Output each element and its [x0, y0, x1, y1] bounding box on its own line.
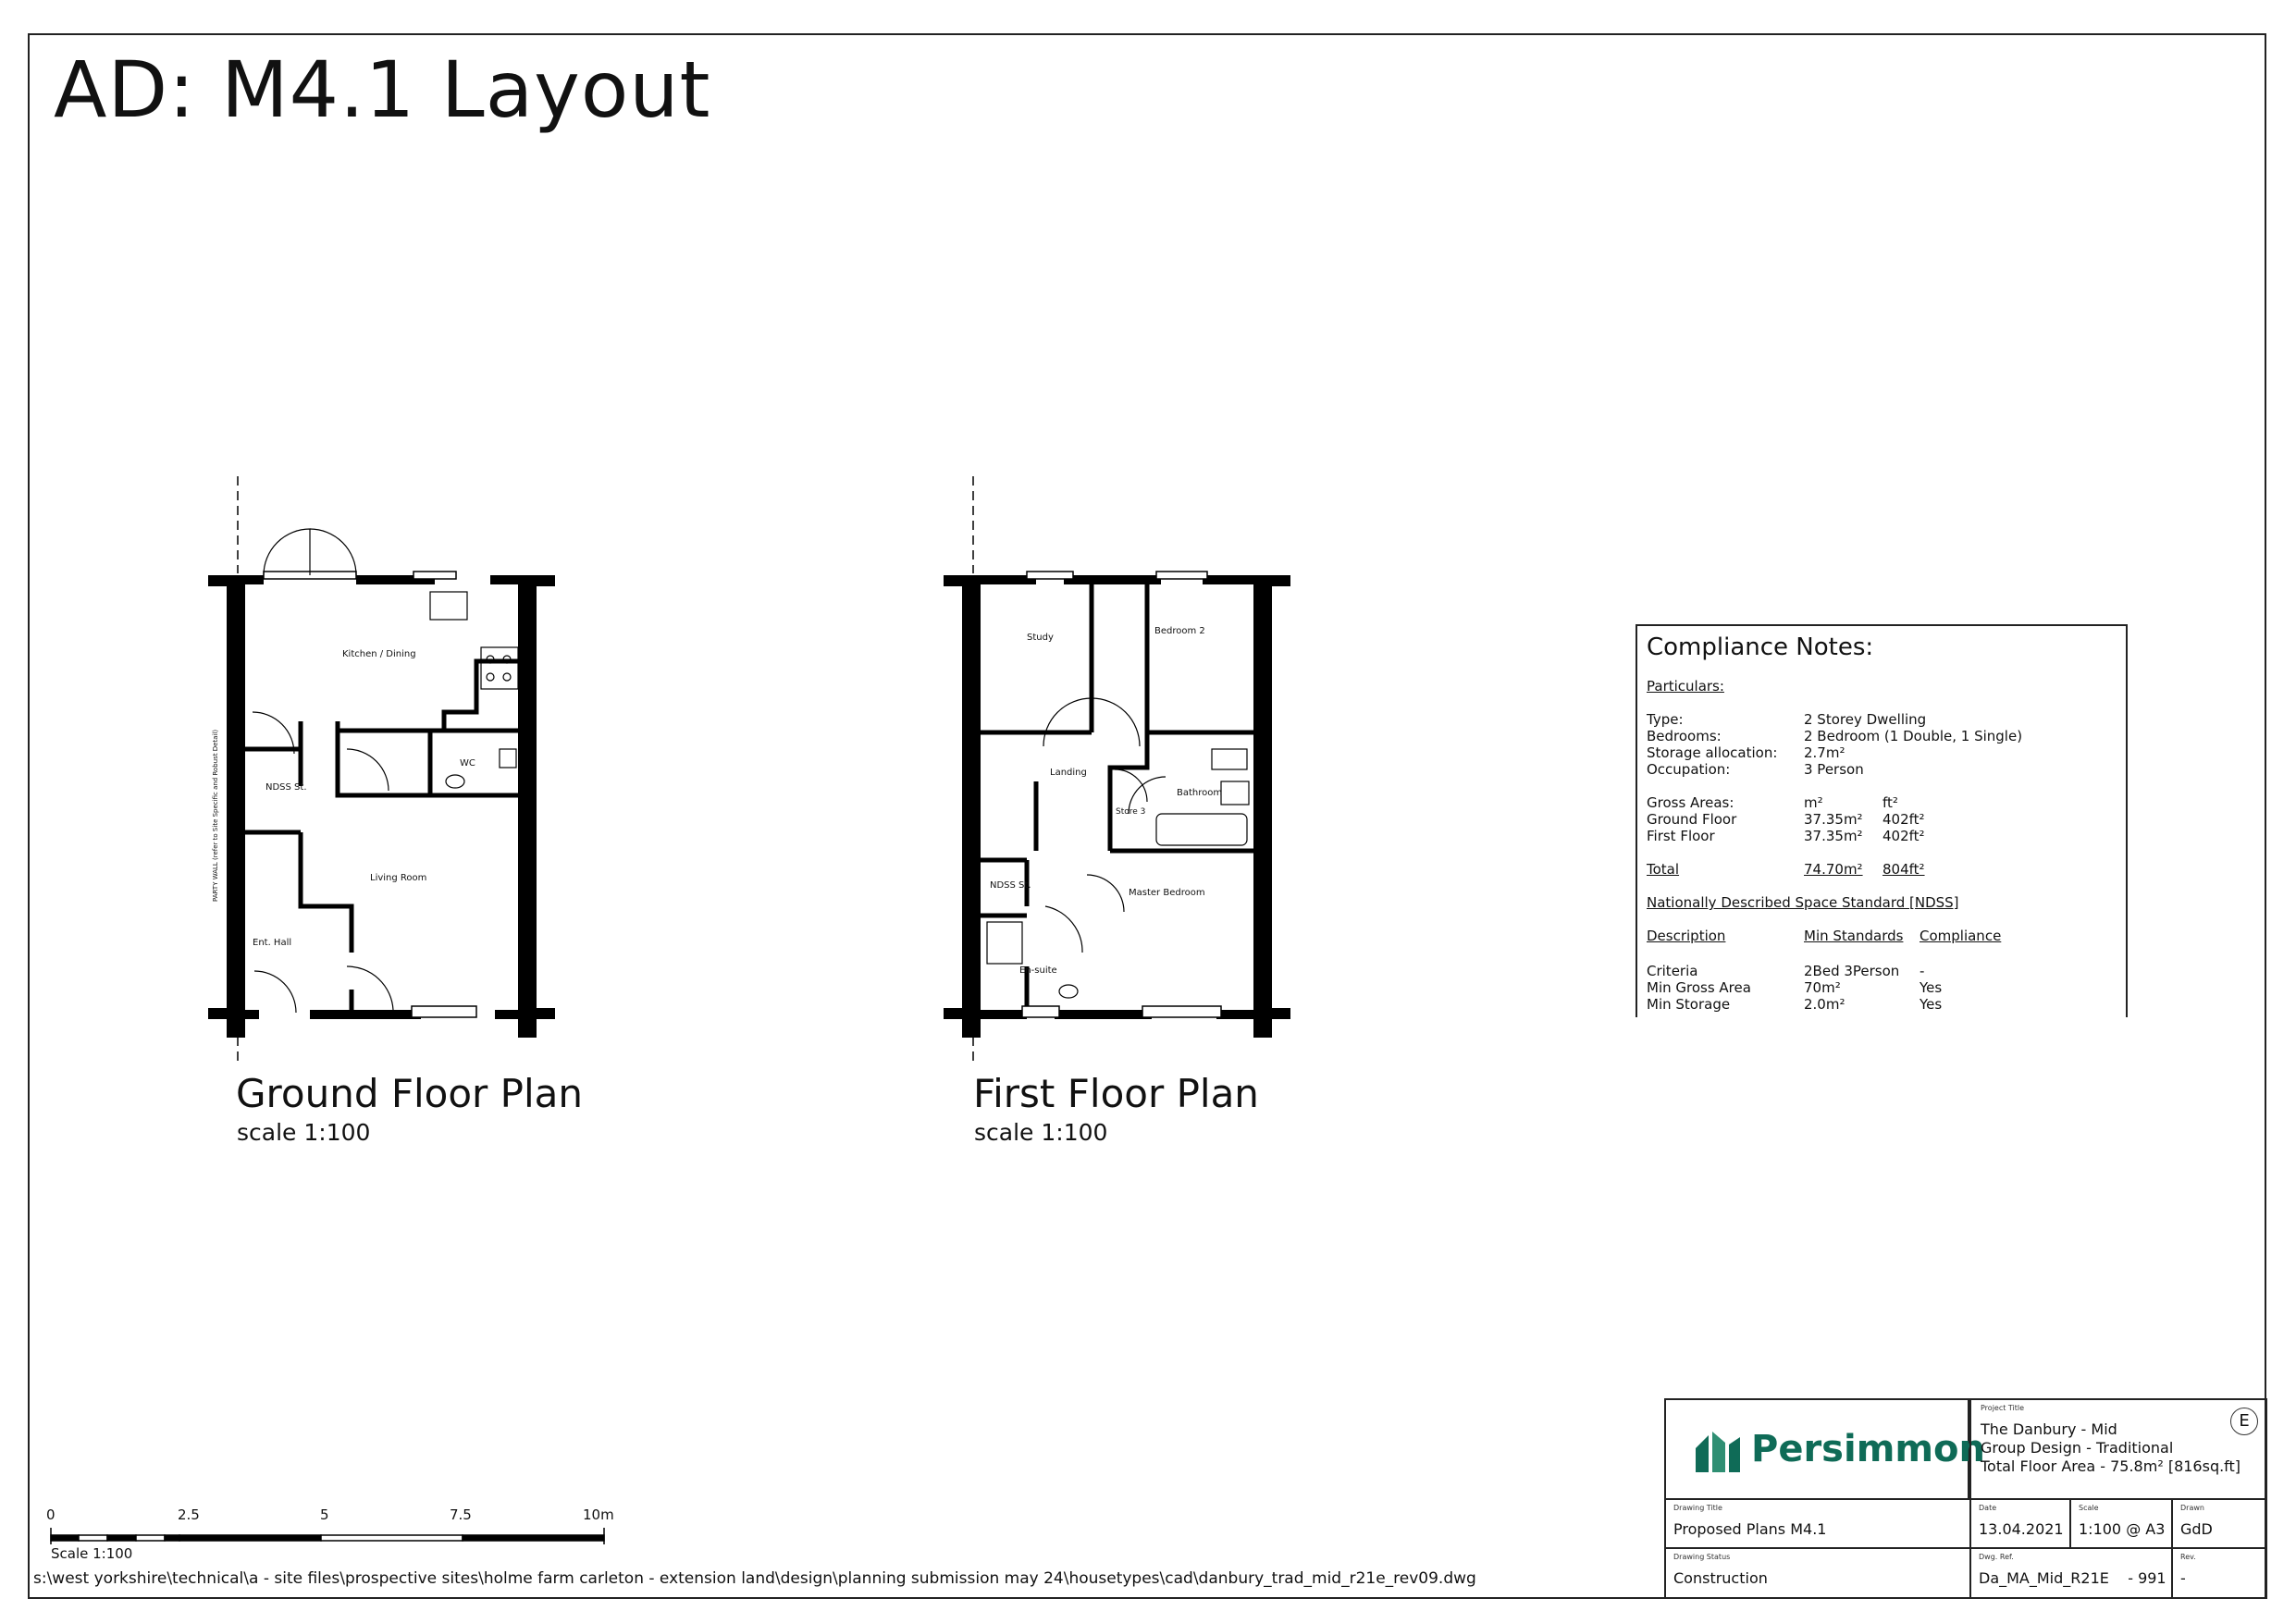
room-landing: Landing	[1050, 768, 1087, 778]
ground-floor-title: Ground Floor Plan	[236, 1071, 584, 1116]
scale-tick-2-5: 2.5	[178, 1506, 200, 1523]
ground-floor-scale: scale 1:100	[237, 1119, 371, 1146]
scale-tick-10m: 10m	[583, 1506, 614, 1523]
area-total-m2: 74.70m²	[1804, 861, 1863, 878]
title-block	[1664, 1398, 2267, 1599]
room-en-suite: En-suite	[1019, 965, 1057, 976]
status-value: Construction	[1673, 1569, 1768, 1587]
project-title-line: Group Design - Traditional	[1981, 1439, 2174, 1457]
ndss-row-compliance: -	[1920, 963, 1925, 979]
particular-key: Storage allocation:	[1647, 744, 1778, 761]
dwg-ref-cell	[1969, 1547, 2173, 1599]
rev-label: Rev.	[2180, 1553, 2196, 1561]
particular-value: 2 Bedroom (1 Double, 1 Single)	[1804, 728, 2023, 744]
room-store-3: Store 3	[1116, 807, 1146, 817]
areas-header-ft2: ft²	[1882, 794, 1898, 811]
areas-header-m2: m²	[1804, 794, 1823, 811]
scale-cell	[2069, 1498, 2173, 1549]
room-entrance-hall: Ent. Hall	[253, 938, 292, 948]
room-wc: WC	[460, 758, 475, 768]
areas-header-label: Gross Areas:	[1647, 794, 1734, 811]
compliance-notes-panel	[1636, 624, 2128, 1017]
drawing-title-label: Drawing Title	[1673, 1504, 1722, 1512]
first-floor-title: First Floor Plan	[973, 1071, 1259, 1116]
particular-key: Type:	[1647, 711, 1684, 728]
ndss-row-standard: 2.0m²	[1804, 996, 1845, 1013]
persimmon-logo-icon	[1692, 1428, 1744, 1474]
first-floor-plan	[934, 472, 1300, 1064]
ndss-row-description: Min Gross Area	[1647, 979, 1751, 996]
scale-value: 1:100 @ A3	[2079, 1520, 2166, 1538]
scale-bar-label: Scale 1:100	[51, 1545, 133, 1562]
area-row-ft2: 402ft²	[1882, 828, 1925, 844]
logo-cell	[1664, 1398, 1986, 1500]
room-kitchen-dining: Kitchen / Dining	[342, 649, 416, 659]
party-wall-note: PARTY WALL (refer to Site Specific and Robust Detail)	[212, 729, 219, 902]
drawing-title-cell	[1664, 1498, 1971, 1549]
status-cell	[1664, 1547, 1971, 1599]
scale-bar	[37, 1503, 629, 1568]
ndss-row-compliance: Yes	[1920, 979, 1943, 996]
particulars-label: Particulars:	[1647, 678, 1724, 695]
ndss-row-description: Criteria	[1647, 963, 1698, 979]
date-value: 13.04.2021	[1979, 1520, 2064, 1538]
area-row-m2: 37.35m²	[1804, 828, 1863, 844]
ndss-col-description: Description	[1647, 928, 1726, 944]
particular-key: Occupation:	[1647, 761, 1731, 778]
room-living-room: Living Room	[370, 873, 427, 883]
dwg-ref-label: Dwg. Ref.	[1979, 1553, 2014, 1561]
ndss-col-min-standards: Min Standards	[1804, 928, 1904, 944]
drawn-label: Drawn	[2180, 1504, 2204, 1512]
scale-tick-5: 5	[320, 1506, 329, 1523]
ndss-row-standard: 70m²	[1804, 979, 1841, 996]
room-bathroom: Bathroom	[1177, 788, 1223, 798]
project-title-line: Total Floor Area - 75.8m² [816sq.ft]	[1981, 1457, 2241, 1475]
particular-value: 2.7m²	[1804, 744, 1845, 761]
scale-tick-0: 0	[46, 1506, 56, 1523]
area-row-m2: 37.35m²	[1804, 811, 1863, 828]
date-label: Date	[1979, 1504, 1997, 1512]
area-row-label: First Floor	[1647, 828, 1715, 844]
area-total-ft2: 804ft²	[1882, 861, 1925, 878]
room-study: Study	[1027, 633, 1054, 643]
revision-badge	[2230, 1408, 2258, 1435]
scale-label: Scale	[2079, 1504, 2099, 1512]
status-label: Drawing Status	[1673, 1553, 1731, 1561]
project-title-cell	[1969, 1398, 2267, 1500]
page-title: AD: M4.1 Layout	[54, 44, 711, 135]
area-row-ft2: 402ft²	[1882, 811, 1925, 828]
project-title-label: Project Title	[1981, 1404, 2025, 1412]
drawn-value: GdD	[2180, 1520, 2213, 1538]
scale-tick-7-5: 7.5	[450, 1506, 472, 1523]
area-row-label: Ground Floor	[1647, 811, 1737, 828]
file-path: s:\west yorkshire\technical\a - site files\prospective sites\holme farm carleton - extension land\design\planning submission may 24\housetypes\cad\danbury_trad_mid_r21e_rev09.dwg	[33, 1569, 1476, 1588]
rev-cell	[2171, 1547, 2267, 1599]
ndss-heading: Nationally Described Space Standard [NDSS]	[1647, 894, 1959, 911]
revision-badge-text: E	[2239, 1411, 2250, 1431]
room-bedroom-2: Bedroom 2	[1154, 626, 1205, 636]
rev-value: -	[2180, 1569, 2186, 1587]
ndss-col-compliance: Compliance	[1920, 928, 2002, 944]
ndss-row-description: Min Storage	[1647, 996, 1731, 1013]
dwg-ref-value: Da_MA_Mid_R21E - 991	[1979, 1569, 2166, 1587]
room-master-bedroom: Master Bedroom	[1129, 888, 1205, 898]
room-ndss-store: NDSS St.	[265, 782, 307, 793]
particular-value: 3 Person	[1804, 761, 1864, 778]
particular-value: 2 Storey Dwelling	[1804, 711, 1927, 728]
ndss-row-standard: 2Bed 3Person	[1804, 963, 1900, 979]
compliance-heading: Compliance Notes:	[1647, 633, 1874, 661]
project-title-line: The Danbury - Mid	[1981, 1420, 2117, 1438]
ndss-row-compliance: Yes	[1920, 996, 1943, 1013]
drawing-title: Proposed Plans M4.1	[1673, 1520, 1827, 1538]
ground-floor-plan	[199, 472, 564, 1064]
room-ndss-store: NDSS St.	[990, 880, 1031, 891]
date-cell	[1969, 1498, 2071, 1549]
particular-key: Bedrooms:	[1647, 728, 1722, 744]
logo-text: Persimmon	[1751, 1428, 1986, 1470]
area-total-label: Total	[1647, 861, 1680, 878]
drawn-cell	[2171, 1498, 2267, 1549]
first-floor-scale: scale 1:100	[974, 1119, 1108, 1146]
